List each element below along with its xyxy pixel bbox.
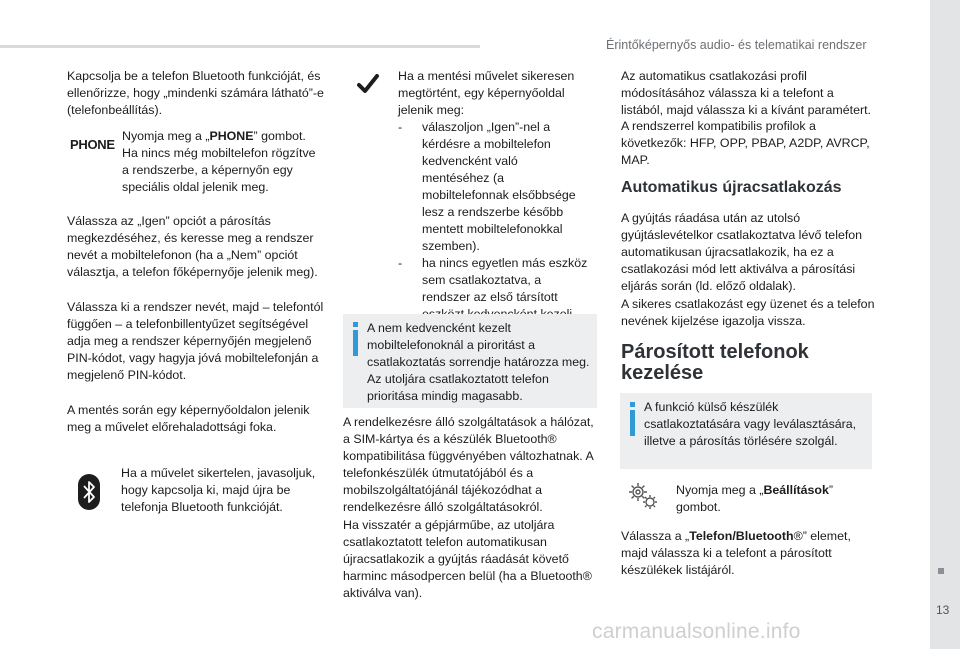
checkmark-icon <box>357 74 379 99</box>
col1-progress-text: A mentés során egy képernyőoldalon jelenik meg a művelet előrehaladottsági foka. <box>67 403 310 434</box>
info-note <box>343 314 597 408</box>
watermark: carmanualsonline.info <box>592 620 801 643</box>
settings-gear-icon <box>626 480 660 517</box>
bluetooth-icon <box>78 474 100 515</box>
info-icon <box>630 402 635 436</box>
info-note <box>620 393 872 469</box>
col1-pin-text: Válassza ki a rendszer nevét, majd – telefontól függően – a telefonbillentyűzet segítségével adja meg a rendszer képernyőjén megjelenő PIN-kódot, vagy hagyja jóvá mobiltelefonján a megjelenő PIN-kódot. <box>67 300 324 382</box>
info-icon <box>353 322 358 356</box>
col3-profile-text: Az automatikus csatlakozási profil módosításához válassza ki a telefont a listából, majd válassza ki a kívánt paramétert. <box>621 69 871 117</box>
list-item: - ha nincs egyetlen más eszköz sem csatlakoztatva, a rendszer az első társított <box>398 256 588 304</box>
page-number: 13 <box>936 603 950 617</box>
page-header: Érintőképernyős audio- és telematikai rendszer <box>606 38 867 52</box>
section-marker <box>938 568 944 574</box>
col2-services-text: A rendelkezésre álló szolgáltatások a hálózat, a SIM-kártya és a készülék Bluetooth® kompatibilitása függvényében változhatnak. A telefonkészülék útmutatójából és a mobilszolgáltatójánál tájékozódhat a rendelkezésre álló szolgáltatásokról. <box>343 415 594 514</box>
list-item: - válaszoljon „Igen”-nel a kérdésre a mobiltelefon kedvencként való mentéséhez (a mobiltelefonnak elsőbbsége lesz a rendszerbe később mentett mobiltelefonokkal szemben). <box>398 120 576 253</box>
heading-paired-phones: Párosított telefonok kezelése <box>621 341 809 384</box>
phone-instruction: Nyomja meg a „PHONE” gombot. Ha nincs még mobiltelefon rögzítve a rendszerbe, a képernyőn egy speciális oldal jelenik meg. <box>122 129 316 194</box>
col3-compatible-profiles: A rendszerrel kompatibilis profilok a következők: HFP, OPP, PBAP, A2DP, AVRCP, MAP. <box>621 119 870 167</box>
col3-confirm-text: A sikeres csatlakozást egy üzenet és a telefon nevének kijelzése igazolja vissza. <box>621 297 875 328</box>
col2-reconnect-text: Ha visszatér a gépjárműbe, az utoljára csatlakoztatott telefon automatikusan újracsatlakozik a gyújtás ráadását követő harminc másodpercen belül (ha a Bluetooth® aktiválva van). <box>343 518 592 600</box>
side-tab <box>930 0 960 649</box>
col1-intro: Kapcsolja be a telefon Bluetooth funkcióját, és ellenőrizze, hogy „mindenki számára látható”-e (telefonbeállítás). <box>67 69 324 117</box>
success-text: Ha a mentési művelet sikeresen megtörtént, egy képernyőoldal jelenik meg: - válaszoljon „Igen”-nel a kérdésre a mobiltelefon kedvencként való mentéséhez (a mobiltelefonnak elsőbbsége lesz a rendszerbe később mentett mobiltelefonokkal szemben). - ha nincs egyetlen más eszköz sem csatlakoztatva, a rendszer az első társított <box>398 68 588 323</box>
header-rule <box>0 45 480 48</box>
settings-instruction: Nyomja meg a „Beállítások” gombot. <box>676 483 834 514</box>
note-text: A nem kedvencként kezelt mobiltelefonoknál a piroritást a csatlakoztatás sorrendje határozza meg. Az utoljára csatlakoztatott telefon prioritása mindig magasabb. <box>367 321 590 403</box>
phone-button-label: PHONE <box>70 137 115 152</box>
col3-select-phone-text: Válassza a „Telefon/Bluetooth®” elemet, majd válassza ki a telefont a párosított készülékek listájáról. <box>621 529 851 577</box>
col1-pairing-text: Válassza az „Igen” opciót a párosítás megkezdéséhez, és keresse meg a rendszer nevét a mobiltelefonon (ha a „Nem” opciót választja, a telefon főképernyője jelenik meg). <box>67 214 318 279</box>
note-text: A funkció külső készülék csatlakoztatására vagy leválasztására, illetve a párosítás törlésére szolgál. <box>644 400 857 448</box>
col3-auto-text: A gyújtás ráadása után az utolsó gyújtáslevételkor csatlakoztatva lévő telefon automatikusan újracsatlakozik, ha ez a csatlakozási mód lett aktiválva a párosítási eljárás során (ld. előző oldalak). <box>621 211 863 293</box>
bluetooth-tip: Ha a művelet sikertelen, javasoljuk, hogy kapcsolja ki, majd újra be telefonja Bluetooth funkcióját. <box>121 466 316 514</box>
heading-auto-reconnect: Automatikus újracsatlakozás <box>621 179 842 196</box>
